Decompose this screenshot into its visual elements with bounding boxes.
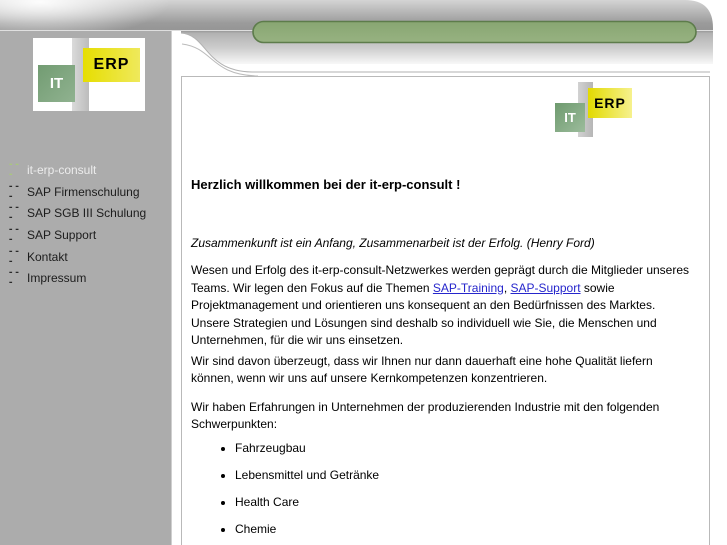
dashes-icon: --- [8,268,21,289]
sidebar-item-sap-firmenschulung[interactable] [0,181,171,203]
sidebar-logo[interactable] [33,38,145,111]
p1-text-b: sowie Projektmanagement und orientieren uns konsequent an den Bedürfnissen des Marktes. Unsere Strategien und Lösungen sind deshalb so individuell wie Sie, die Menschen und Unternehmen, für die wir uns einsetzen. [191,280,657,347]
logo-it-block: IT [38,65,75,102]
dashes-icon: --- [8,203,21,224]
sidebar-item-label: SAP SGB III Schulung [27,206,147,221]
sidebar-item-label: Kontakt [27,249,68,264]
sidebar-content-separator [171,31,181,545]
sidebar [0,31,171,545]
paragraph-1 [191,262,697,350]
dashes-icon: --- [8,246,21,267]
dashes-icon: --- [8,181,21,202]
green-pill [253,22,696,43]
quote-line: Zusammenkunft ist ein Anfang, Zusammenarbeit ist der Erfolg. (Henry Ford) [191,236,595,250]
paragraph-3: Wir haben Erfahrungen in Unternehmen der produzierenden Industrie mit den folgenden Schwerpunkten: [191,399,660,431]
topics-list [191,440,697,539]
p1-text-a: Wesen und Erfolg des it-erp-consult-Netzwerkes werden geprägt durch die Mitglieder unseres Teams. Wir legen den Fokus auf die Themen [191,263,690,295]
sidebar-item-label: SAP Support [27,227,97,242]
list-item: • Lebensmittel und Getränke [235,467,697,485]
content-text [182,177,709,538]
list-item: • Chemie [235,521,697,539]
sidebar-item-it-erp-consult[interactable] [0,159,171,181]
sidebar-item-label: it-erp-consult [27,162,97,177]
dashes-icon: --- [8,159,21,180]
sidebar-item-label: SAP Firmenschulung [27,184,140,199]
logo-erp-block: ERP [588,88,632,118]
list-item: • Health Care [235,494,697,512]
sidebar-item-sap-support[interactable] [0,224,171,246]
sap-support-link[interactable]: SAP-Support [510,280,581,295]
dashes-icon: --- [8,224,21,245]
list-item: • Fahrzeugbau [235,440,697,458]
main-content [181,76,710,545]
logo-it-block: IT [555,103,585,132]
p1-separator-text: , [503,280,511,295]
logo-erp-block: ERP [83,48,140,82]
sidebar-nav [0,159,171,289]
sidebar-item-kontakt[interactable] [0,246,171,268]
sidebar-item-label: Impressum [27,271,87,286]
sap-training-link[interactable]: SAP-Training [432,280,504,295]
sidebar-item-sap-sgb-iii-schulung[interactable] [0,202,171,224]
page-title: Herzlich willkommen bei der it-erp-consult ! [191,177,461,192]
paragraph-2: Wir sind davon überzeugt, dass wir Ihnen nur dann dauerhaft eine hohe Qualität liefern können, wenn wir uns auf unsere Kernkompetenzen konzentrieren. [191,353,653,385]
sidebar-item-impressum[interactable] [0,267,171,289]
